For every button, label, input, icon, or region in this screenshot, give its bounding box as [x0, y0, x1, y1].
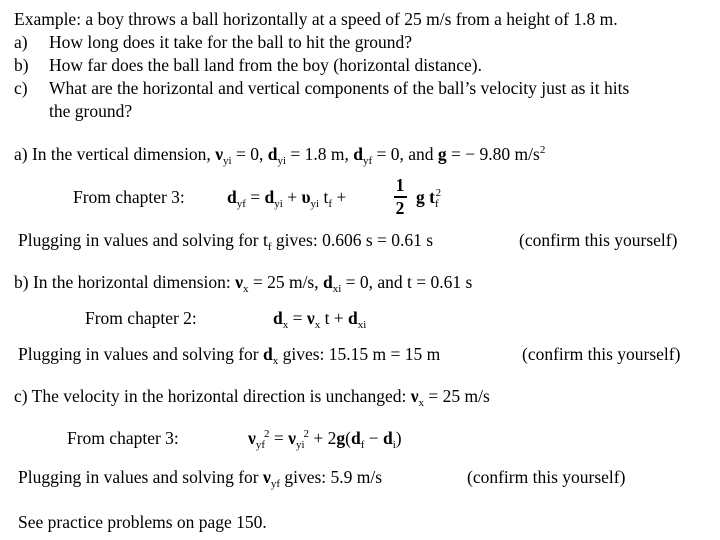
part-c-formula: $\nu_{yf}^2 = \nu_{yi}^2 + 2g(d_f - d_i)$: [248, 428, 402, 451]
part-a-formula-tail: g $t_f^2$: [416, 187, 442, 210]
question-a-label: a): [14, 32, 28, 52]
part-c-result: Plugging in values and solving for $\nu_{yf}$ gives: 5.9 m/s: [18, 467, 383, 490]
part-c-chapter-ref: From chapter 3:: [67, 428, 179, 448]
question-c-text-line2: the ground?: [49, 101, 133, 121]
fraction-denominator: 2: [395, 198, 405, 218]
question-b-text: How far does the ball land from the boy (horizontal distance).: [49, 55, 482, 75]
practice-problems-note: See practice problems on page 150.: [18, 512, 267, 532]
example-statement: Example: a boy throws a ball horizontally at a speed of 25 m/s from a height of 1.8 m.: [14, 9, 618, 29]
part-a-result: Plugging in values and solving for $t_f$ gives: 0.606 s = 0.61 s: [18, 230, 434, 253]
question-a-text: How long does it take for the ball to hit the ground?: [49, 32, 413, 52]
part-a-givens: a) In the vertical dimension, $\nu_{yi} = 0$, $d_{yi} = 1.8$ m, $d_{yf} = 0$, and g = − 9.80 $m/s^2$: [14, 144, 546, 167]
question-b-label: b): [14, 55, 29, 75]
question-c-text-line1: What are the horizontal and vertical components of the ball’s velocity just as it hits: [49, 78, 630, 98]
part-c-givens: c) The velocity in the horizontal direction is unchanged: $\nu_x = 25$ m/s: [14, 386, 490, 409]
part-b-result: Plugging in values and solving for $d_x$ gives: 15.15 m = 15 m: [18, 344, 441, 367]
part-b-chapter-ref: From chapter 2:: [85, 308, 197, 328]
part-c-confirm-note: (confirm this yourself): [467, 467, 626, 487]
part-a-confirm-note: (confirm this yourself): [519, 230, 678, 250]
part-b-confirm-note: (confirm this yourself): [522, 344, 681, 364]
part-a-formula: $d_{yf} = d_{yi} + \upsilon_{yi}$ $t_f$ +: [227, 187, 347, 210]
part-a-chapter-ref: From chapter 3:: [73, 187, 185, 207]
part-b-formula: $d_x = \nu_x$ $t + d_{xi}$: [273, 308, 367, 331]
question-c-label: c): [14, 78, 28, 98]
part-b-givens: b) In the horizontal dimension: $\nu_x = 25$ m/s, $d_{xi} = 0$, and t = 0.61 s: [14, 272, 473, 295]
fraction-numerator: 1: [395, 175, 405, 195]
